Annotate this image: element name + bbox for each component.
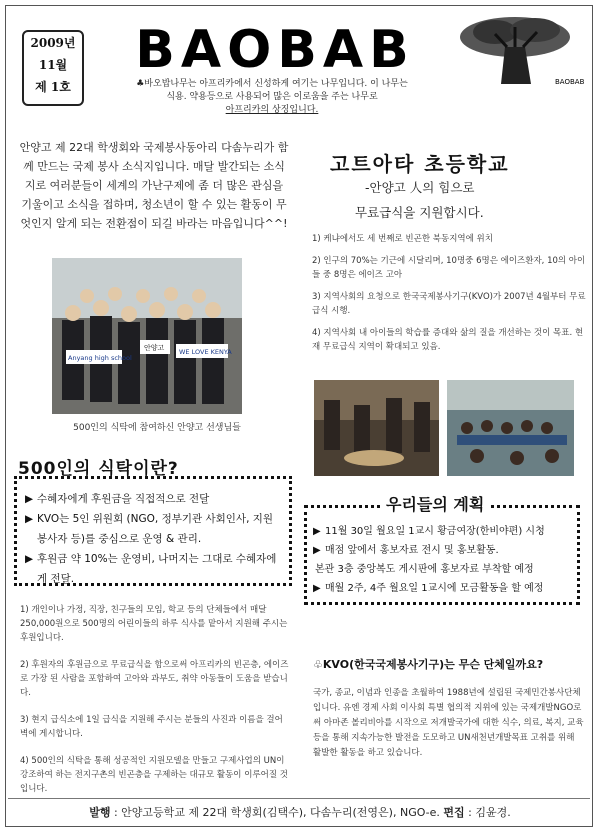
school-facts — [312, 232, 588, 362]
triangle-bullet-icon: ▶ — [25, 493, 34, 505]
tagline — [92, 78, 452, 117]
definition-item — [25, 549, 283, 589]
plan-text: 매점 앞에서 홍보자료 전시 및 홍보활동. — [325, 545, 499, 556]
issue-number: 제 1호 — [35, 80, 71, 94]
fact-item: 3) 지역사회의 요청으로 한국국제봉사기구(KVO)가 2007년 4월부터 무료급식 시행. — [312, 292, 586, 316]
kvo-title-text: KVO(한국국제봉사기구)는 무슨 단체일까요? — [322, 658, 544, 671]
note-item: 4) 500인의 식탁을 통해 성공적인 지원모델을 만들고 구제사업의 UN이 강조하여 하는 전지구촌의 빈곤층을 구제하는 대규모 활동이 이루어질 것입니다. — [20, 756, 288, 794]
issue-month: 11월 — [38, 58, 68, 72]
note-item: 3) 현지 급식소에 1일 급식을 지원해 주시는 분들의 사진과 이름을 걸어 벽에 게시합니다. — [20, 715, 283, 739]
note-item: 2) 후원자의 후원금으로 무료급식을 함으로써 아프리카의 빈곤층, 에이즈로 가장 된 사람을 포함하여 고아와 과부도, 취약 아동들이 도움을 받습니다. — [20, 660, 289, 698]
triangle-bullet-icon: ▶ — [25, 553, 34, 565]
sign-kenya: WE LOVE KENYA — [179, 348, 232, 356]
section-title-500: 500인의 식탁이란? — [18, 459, 179, 479]
definition-list — [25, 489, 283, 589]
triangle-bullet-icon: ▶ — [313, 545, 321, 556]
school-subtitle-2: 무료급식을 지원합시다. — [355, 205, 484, 220]
intro-text: 안양고 제 22대 학생회와 국제봉사동아리 다솜누리가 함께 만드는 국제 봉사 소식지입니다. 매달 발간되는 소식지로 여러분들이 세계의 가난구제에 좀 더 많은 관심을 기울이고 소식을 접하며, 청소년이 할 수 있는 활동이 무엇인지 알게 되는 전환점이 되길 바라는 마음입니다^^! — [19, 141, 289, 230]
plan-item — [313, 579, 571, 598]
footer — [0, 804, 600, 820]
fact-item: 1) 케냐에서도 세 번째로 빈곤한 북동지역에 위치 — [312, 234, 493, 244]
meal-photo-2 — [447, 380, 574, 476]
sign-anyanggo: 안양고 — [144, 344, 165, 352]
kvo-title — [313, 656, 543, 672]
definition-item — [25, 509, 283, 549]
tagline-line-3: 아프리카의 상징입니다. — [225, 105, 319, 115]
school-subtitle-1: -안양고 人의 힘으로 — [365, 180, 475, 195]
definition-text: KVO는 5인 위원회 (NGO, 정부기관 사회인사, 지원봉사자 등)를 중심으로 운영 & 관리. — [37, 513, 274, 545]
tagline-line-1: ♣바오밥나무는 아프리카에서 신성하게 여기는 나무입니다. 이 나무는 — [136, 79, 408, 89]
definition-item — [25, 489, 283, 509]
issue-box — [22, 30, 84, 106]
teachers-photo — [52, 258, 242, 414]
footer-editor: : 김윤경. — [464, 806, 511, 819]
plan-item — [313, 541, 571, 560]
triangle-bullet-icon: ▶ — [313, 526, 321, 537]
school-title: 고트아타 초등학교 — [330, 152, 510, 176]
plan-text: 매월 2주, 4주 월요일 1교시에 모금활동을 할 예정 — [325, 583, 544, 594]
footer-publisher: : 안양고등학교 제 22대 학생회(김택수), 다솜누리(전영은), NGO-e. — [110, 806, 444, 819]
definition-box — [14, 476, 292, 586]
note-item: 1) 개인이나 가정, 직장, 친구들의 모임, 학교 등의 단체들에서 매달 250,000원으로 500명의 어린이들의 하루 식사를 맡아서 지원해 주시는 후원입니다. — [20, 605, 288, 643]
baobab-tree-icon — [455, 12, 585, 92]
plan-text: 본관 3층 중앙복도 게시판에 홍보자료 부착할 예정 — [315, 564, 534, 575]
plan-box — [304, 505, 580, 605]
notes-left — [20, 603, 292, 809]
photo-caption: 500인의 식탁에 참여하신 안양고 선생님들 — [73, 423, 241, 433]
footer-label-publish: 발행 — [89, 806, 111, 819]
triangle-bullet-icon: ▶ — [25, 513, 34, 525]
footer-label-edit: 편집 — [443, 806, 465, 819]
pin-icon: ♧ — [313, 658, 323, 671]
tree-label: BAOBAB — [555, 78, 585, 86]
tagline-line-2: 식용. 약용등으로 사용되어 많은 이로움을 주는 나무로 — [166, 92, 378, 102]
definition-text: 후원금 약 10%는 운영비, 나머지는 그대로 수혜자에게 전달. — [37, 553, 277, 585]
plan-text: 11월 30일 월요일 1교시 황금여장(한비야편) 시청 — [325, 526, 545, 537]
issue-year: 2009년 — [30, 36, 76, 50]
newsletter-title: BAOBAB — [135, 20, 415, 80]
plan-list — [313, 522, 571, 598]
kvo-body: 국가, 종교, 이념과 인종을 초월하여 1988년에 설립된 국제민간봉사단체입니다. 유엔 경제 사회 이사회 특별 협의적 지위에 있는 국제개발NGO로써 아마존 볼리비아를 시작으로 저개발국가에 대한 식수, 의료, 복지, 교육등을 통해 지속가능한 발전을 도모하고 UN새천년개발목표 고취를 위해 활발한 활동을 하고 있습니다. — [313, 688, 584, 758]
triangle-bullet-icon: ▶ — [313, 583, 321, 594]
sign-anyang: Anyang high school — [68, 354, 132, 362]
fact-item: 2) 인구의 70%는 기근에 시달리며, 10명중 6명은 에이즈환자, 10의 아이들 중 8명은 에이즈 고아 — [312, 256, 586, 280]
footer-divider — [8, 798, 590, 799]
definition-text: 수혜자에게 후원금을 직접적으로 전달 — [37, 493, 210, 505]
plan-item — [313, 560, 571, 579]
meal-photo-1 — [314, 380, 439, 476]
fact-item: 4) 지역사회 내 아이들의 학습률 증대와 삶의 질을 개선하는 것이 목표. 현재 무료급식 지역이 확대되고 있음. — [312, 328, 584, 352]
plan-title: 우리들의 계획 — [382, 492, 488, 515]
plan-item — [313, 522, 571, 541]
